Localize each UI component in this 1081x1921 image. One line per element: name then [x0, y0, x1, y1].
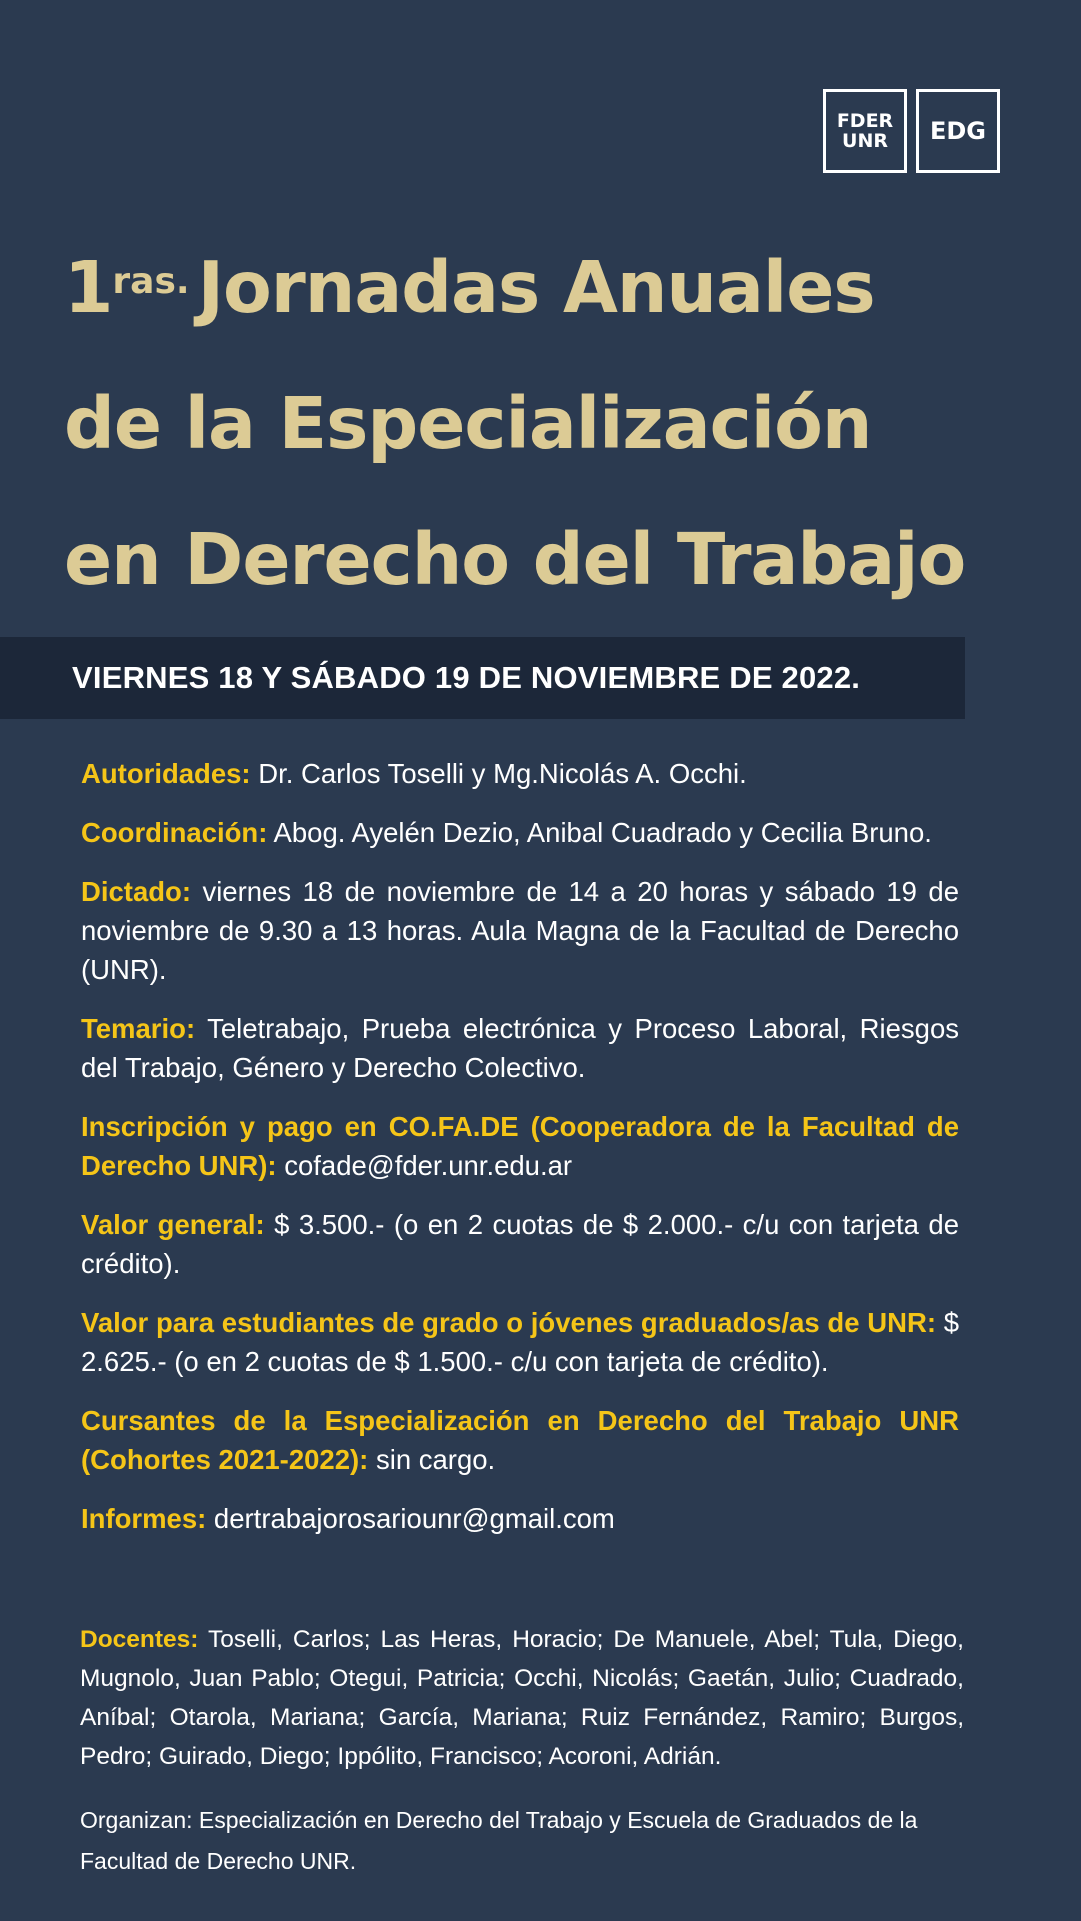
info-label: Autoridades: [81, 758, 251, 789]
info-label: Temario: [81, 1013, 196, 1044]
info-text: Abog. Ayelén Dezio, Anibal Cuadrado y Cecilia Bruno. [267, 817, 932, 848]
info-autoridades [81, 754, 959, 793]
fder-logo-line1: FDER [836, 110, 894, 132]
edg-logo [916, 89, 1000, 173]
title-line-1 [64, 228, 1064, 364]
info-valor-general [81, 1205, 959, 1283]
organizan: Organizan: Especialización en Derecho del Trabajo y Escuela de Graduados de la Facultad de Derecho UNR. [80, 1807, 918, 1874]
title-line-2: de la Especialización [64, 382, 872, 465]
info-text: Teletrabajo, Prueba electrónica y Proceso Laboral, Riesgos del Trabajo, Género y Derecho Colectivo. [81, 1013, 959, 1083]
info-valor-estudiantes [81, 1303, 959, 1381]
info-coordinacion [81, 813, 959, 852]
info-label: Coordinación: [81, 817, 268, 848]
info-text: sin cargo. [368, 1444, 496, 1475]
info-informes [81, 1499, 959, 1538]
page-title [64, 228, 1064, 636]
info-temario [81, 1009, 959, 1087]
fder-logo-line2: UNR [842, 130, 888, 152]
title-line-3: en Derecho del Trabajo [64, 518, 966, 601]
info-label: Valor general: [81, 1209, 265, 1240]
info-text: $ 2.625.- (o en 2 cuotas de $ 1.500.- c/u con tarjeta de crédito). [81, 1307, 959, 1377]
edg-logo-text: EDG [929, 117, 986, 145]
docentes-label: Docentes: [80, 1626, 199, 1653]
info-text: cofade@fder.unr.edu.ar [276, 1150, 573, 1181]
docentes [80, 1620, 964, 1776]
event-info [81, 754, 959, 1558]
title-ordinal-sup: ras. [112, 261, 190, 302]
info-text: viernes 18 de noviembre de 14 a 20 horas y sábado 19 de noviembre de 9.30 a 13 horas. Aula Magna de la Facultad de Derecho (UNR). [81, 876, 959, 985]
info-label: Informes: [81, 1503, 207, 1534]
info-label: Cursantes de la Especialización en Derecho del Trabajo UNR (Cohortes 2021-2022): [81, 1405, 959, 1475]
docentes-text: Toselli, Carlos; Las Heras, Horacio; De Manuele, Abel; Tula, Diego, Mugnolo, Juan Pablo; Otegui, Patricia; Occhi, Nicolás; Gaetán, Julio; Cuadrado, Aníbal; Otarola, Mariana; García, Mariana; Ruiz Fernández, Ramiro; Burgos, Pedro; Guirado, Diego; Ippólito, Francisco; Acoroni, Adrián. [80, 1626, 964, 1770]
info-label: Dictado: [81, 876, 191, 907]
info-text: dertrabajorosariounr@gmail.com [206, 1503, 615, 1534]
event-date: VIERNES 18 Y SÁBADO 19 DE NOVIEMBRE DE 2022. [72, 660, 861, 695]
fder-unr-logo [823, 89, 907, 173]
info-label: Valor para estudiantes de grado o jóvenes graduados/as de UNR: [81, 1307, 936, 1338]
info-label: Inscripción y pago en CO.FA.DE (Cooperadora de la Facultad de Derecho UNR): [81, 1111, 959, 1181]
info-cursantes [81, 1401, 959, 1479]
info-dictado [81, 872, 959, 989]
date-banner [0, 637, 965, 719]
info-text: $ 3.500.- (o en 2 cuotas de $ 2.000.- c/u con tarjeta de crédito). [81, 1209, 959, 1279]
info-text: Dr. Carlos Toselli y Mg.Nicolás A. Occhi. [250, 758, 747, 789]
title-ordinal: 1 [64, 246, 113, 329]
title-line-1-text: Jornadas Anuales [197, 246, 875, 329]
logos [823, 89, 1000, 173]
info-inscripcion [81, 1107, 959, 1185]
